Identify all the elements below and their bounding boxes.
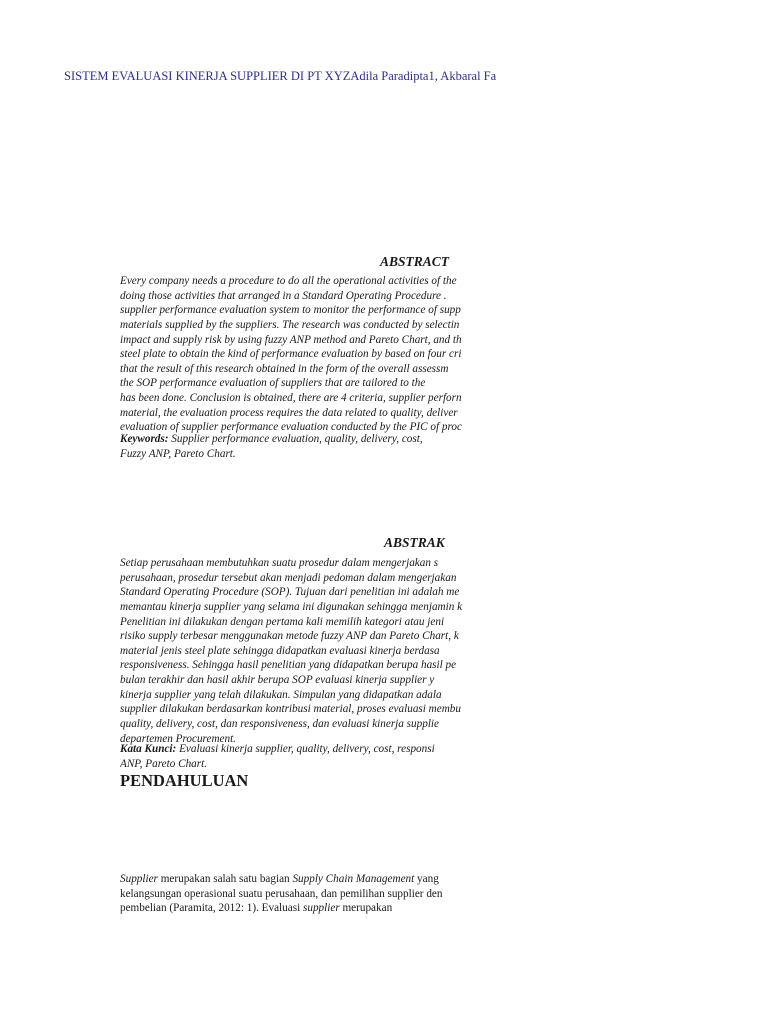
abstract-line: Every company needs a procedure to do all the operational activities of the — [120, 275, 457, 287]
header-authors: Adila Paradipta1, Akbaral Fa — [350, 69, 497, 83]
header-title: SISTEM EVALUASI KINERJA SUPPLIER DI PT XYZ — [64, 69, 351, 83]
abstrak-line: supplier dilakukan berdasarkan kontribusi material, proses evaluasi membu — [120, 703, 461, 716]
abstract-line: materials supplied by the suppliers. The research was conducted by selectin — [120, 318, 460, 331]
keywords-text: Fuzzy ANP, Pareto Chart. — [120, 447, 236, 460]
abstract-heading: ABSTRACT — [380, 254, 450, 269]
intro-text: kelangsungan operasional suatu perusahaan, dan pemilihan supplier den — [120, 887, 443, 900]
abstract-line: steel plate to obtain the kind of performance evaluation by based on four cri — [120, 348, 462, 361]
intro-text: merupakan — [339, 902, 393, 915]
abstract-line: the SOP performance evaluation of suppliers that are tailored to the — [120, 377, 426, 390]
abstrak-line: Setiap perusahaan membutuhkan suatu prosedur dalam mengerjakan s — [120, 557, 439, 569]
abstrak-line: material jenis steel plate sehingga didapatkan evaluasi kinerja berdasa — [120, 644, 440, 657]
section-heading: PENDAHULUAN — [120, 771, 249, 790]
keywords-text: Supplier performance evaluation, quality, delivery, cost, — [168, 433, 423, 445]
abstrak-line: departemen Procurement. — [120, 732, 236, 745]
kata-kunci-text: ANP, Pareto Chart. — [120, 757, 208, 770]
running-header — [64, 69, 501, 87]
abstrak-heading: ABSTRAK — [384, 535, 445, 550]
abstract-line: has been done. Conclusion is obtained, there are 4 criteria, supplier perforn — [120, 392, 462, 405]
abstrak-line: responsiveness. Sehingga hasil penelitian yang didapatkan berupa hasil pe — [120, 659, 457, 672]
intro-text: merupakan salah satu bagian — [157, 873, 293, 885]
abstrak-line: Standard Operating Procedure (SOP). Tujuan dari penelitian ini adalah me — [120, 586, 460, 599]
abstract-line: evaluation of supplier performance evaluation conducted by the PIC of proc — [120, 421, 462, 434]
intro-italic: supplier — [303, 902, 340, 915]
abstrak-line: Penelitian ini dilakukan dengan pertama kali memilih kategori atau jeni — [120, 615, 445, 628]
abstrak-line: bulan terakhir dan hasil akhir berupa SOP evaluasi kinerja supplier y — [120, 674, 435, 687]
keywords — [120, 432, 502, 461]
abstrak-line: memantau kinerja supplier yang selama ini digunakan sehingga menjamin k — [120, 600, 463, 613]
abstract-line: impact and supply risk by using fuzzy ANP method and Pareto Chart, and th — [120, 333, 462, 346]
keywords-label: Keywords: — [120, 433, 169, 445]
abstrak-line: perusahaan, prosedur tersebut akan menjadi pedoman dalam mengerjakan — [120, 571, 457, 584]
kata-kunci — [120, 742, 502, 771]
intro-paragraph — [120, 872, 502, 916]
abstract-line: supplier performance evaluation system to monitor the performance of supp — [120, 304, 461, 317]
intro-text: yang — [414, 873, 439, 885]
kata-kunci-label: Kata Kunci: — [120, 743, 177, 755]
abstract-line: doing those activities that arranged in a Standard Operating Procedure . — [120, 289, 447, 302]
intro-italic: Supply Chain Management — [292, 873, 415, 885]
intro-text: pembelian (Paramita, 2012: 1). Evaluasi — [120, 902, 303, 915]
abstract-line: material, the evaluation process requires the data related to quality, deliver — [120, 406, 458, 419]
abstrak-line: quality, delivery, cost, dan responsiveness, dan evaluasi kinerja supplie — [120, 718, 439, 731]
abstract-line: that the result of this research obtained in the form of the overall assessm — [120, 362, 449, 375]
abstract-body — [120, 274, 502, 435]
kata-kunci-text: Evaluasi kinerja supplier, quality, delivery, cost, responsi — [176, 743, 435, 755]
abstrak-line: kinerja supplier yang telah dilakukan. Simpulan yang didapatkan adala — [120, 688, 442, 701]
intro-italic: Supplier — [120, 873, 158, 885]
abstrak-line: risiko supply terbesar menggunakan metode fuzzy ANP dan Pareto Chart, k — [120, 630, 459, 643]
abstrak-body — [120, 556, 502, 746]
